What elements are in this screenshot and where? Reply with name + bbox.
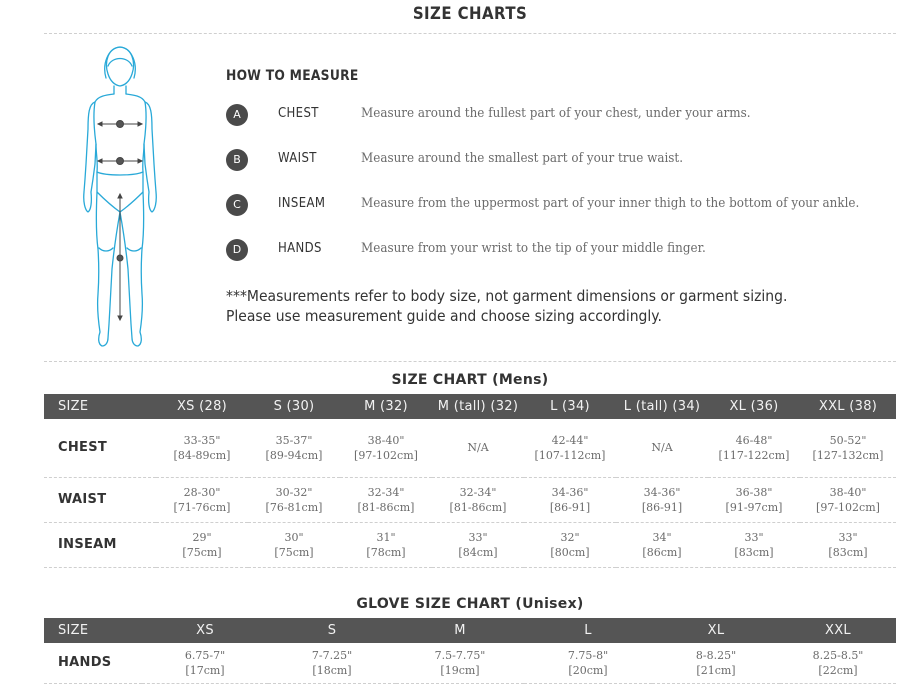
- header-cell: L (tall) (34): [616, 394, 708, 419]
- divider-middle: [44, 361, 896, 362]
- table-cell: 33" [83cm]: [800, 522, 896, 567]
- table-cell: 7-7.25" [18cm]: [268, 643, 396, 683]
- table-cell: 32-34" [81-86cm]: [432, 477, 524, 522]
- table-cell: N/A: [432, 419, 524, 477]
- table-cell: N/A: [616, 419, 708, 477]
- header-cell: XS (28): [156, 394, 248, 419]
- table-row: [44, 419, 896, 477]
- header-cell: XXL: [780, 618, 896, 643]
- table-cell: 31" [78cm]: [340, 522, 432, 567]
- badge-c: C: [226, 194, 248, 216]
- measure-label: WAIST: [278, 151, 317, 166]
- table-row: [44, 477, 896, 522]
- table-cell: 8-8.25" [21cm]: [652, 643, 780, 683]
- glove-chart-title: GLOVE SIZE CHART (Unisex): [356, 596, 584, 612]
- body-figure-illustration: [68, 44, 172, 350]
- row-header: CHEST: [44, 419, 156, 477]
- table-cell: 42-44" [107-112cm]: [524, 419, 616, 477]
- table-cell: 34-36" [86-91]: [616, 477, 708, 522]
- badge-a: A: [226, 104, 248, 126]
- header-cell: SIZE: [44, 618, 142, 643]
- measure-label: HANDS: [278, 241, 322, 256]
- header-cell: M: [396, 618, 524, 643]
- row-header: WAIST: [44, 477, 156, 522]
- table-cell: 32" [80cm]: [524, 522, 616, 567]
- measurement-note: [226, 286, 787, 326]
- table-cell: 8.25-8.5" [22cm]: [780, 643, 896, 683]
- row-header: INSEAM: [44, 522, 156, 567]
- table-cell: 33" [83cm]: [708, 522, 800, 567]
- table-cell: 6.75-7" [17cm]: [142, 643, 268, 683]
- mens-chart-title: SIZE CHART (Mens): [391, 372, 549, 388]
- table-row: [44, 643, 896, 683]
- badge-d: D: [226, 239, 248, 261]
- measure-description: Measure around the smallest part of your true waist.: [361, 151, 684, 166]
- header-cell: XS: [142, 618, 268, 643]
- header-cell: L: [524, 618, 652, 643]
- row-header: HANDS: [44, 643, 142, 683]
- note-line-1: ***Measurements refer to body size, not garment dimensions or garment sizing.: [226, 287, 788, 305]
- table-cell: 7.75-8" [20cm]: [524, 643, 652, 683]
- table-cell: 38-40" [97-102cm]: [340, 419, 432, 477]
- note-line-2: Please use measurement guide and choose sizing accordingly.: [226, 307, 662, 325]
- header-cell: SIZE: [44, 394, 156, 419]
- table-cell: 38-40" [97-102cm]: [800, 477, 896, 522]
- table-cell: 7.5-7.75" [19cm]: [396, 643, 524, 683]
- table-cell: 35-37" [89-94cm]: [248, 419, 340, 477]
- table-cell: 46-48" [117-122cm]: [708, 419, 800, 477]
- badge-b: B: [226, 149, 248, 171]
- header-cell: XXL (38): [800, 394, 896, 419]
- table-cell: 30-32" [76-81cm]: [248, 477, 340, 522]
- how-to-measure-title: HOW TO MEASURE: [226, 68, 359, 84]
- page-title: SIZE CHARTS: [412, 4, 528, 24]
- header-cell: S: [268, 618, 396, 643]
- table-cell: 32-34" [81-86cm]: [340, 477, 432, 522]
- header-cell: M (32): [340, 394, 432, 419]
- table-cell: 34-36" [86-91]: [524, 477, 616, 522]
- mens-size-table: [44, 394, 896, 568]
- table-cell: 33-35" [84-89cm]: [156, 419, 248, 477]
- measure-description: Measure from your wrist to the tip of your middle finger.: [361, 241, 706, 256]
- header-cell: L (34): [524, 394, 616, 419]
- table-cell: 33" [84cm]: [432, 522, 524, 567]
- table-cell: 34" [86cm]: [616, 522, 708, 567]
- header-cell: XL (36): [708, 394, 800, 419]
- measure-description: Measure from the uppermost part of your inner thigh to the bottom of your ankle.: [361, 196, 860, 211]
- table-cell: 50-52" [127-132cm]: [800, 419, 896, 477]
- measure-label: INSEAM: [278, 196, 326, 211]
- measure-label: CHEST: [278, 106, 319, 121]
- table-cell: 28-30" [71-76cm]: [156, 477, 248, 522]
- table-cell: 29" [75cm]: [156, 522, 248, 567]
- table-row: [44, 522, 896, 567]
- header-cell: S (30): [248, 394, 340, 419]
- table-header-row: [44, 618, 896, 643]
- table-header-row: [44, 394, 896, 419]
- divider-top: [44, 33, 896, 34]
- header-cell: XL: [652, 618, 780, 643]
- table-cell: 36-38" [91-97cm]: [708, 477, 800, 522]
- table-cell: 30" [75cm]: [248, 522, 340, 567]
- glove-size-table: [44, 618, 896, 684]
- measure-description: Measure around the fullest part of your chest, under your arms.: [361, 106, 751, 121]
- header-cell: M (tall) (32): [432, 394, 524, 419]
